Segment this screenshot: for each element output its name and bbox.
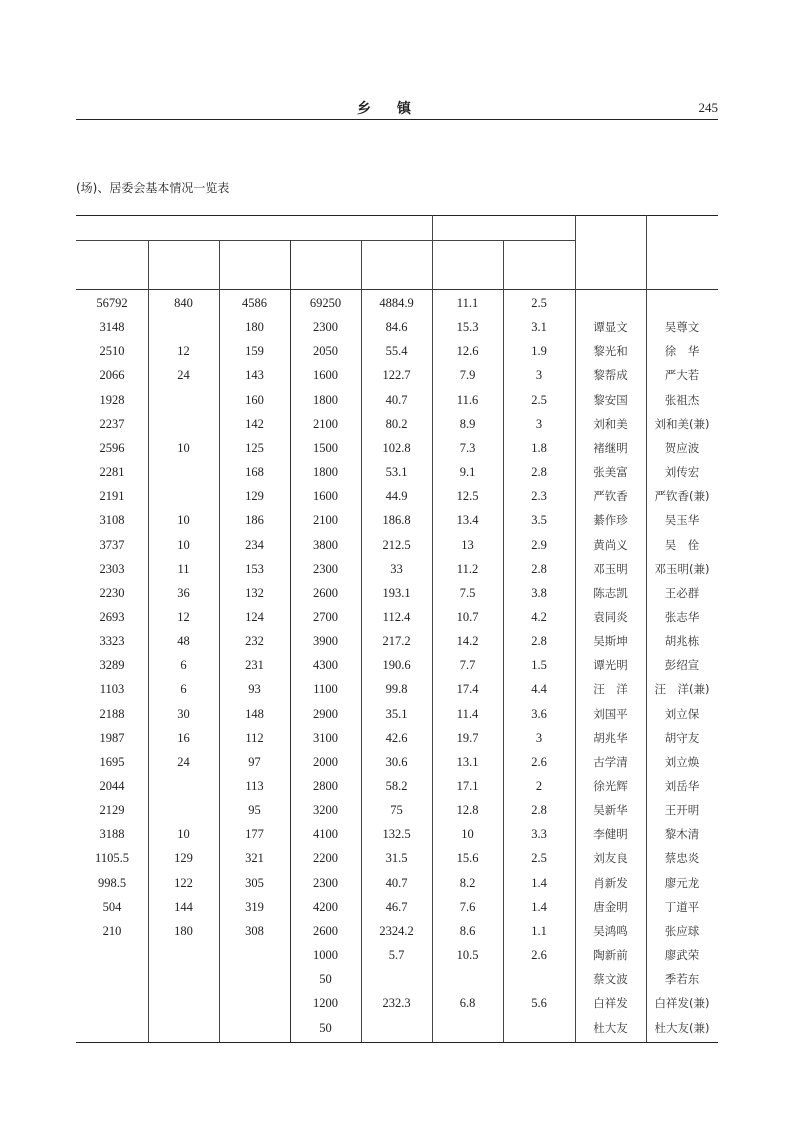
table-cell: 11.2 xyxy=(456,561,479,576)
table-cell: 1987 xyxy=(99,730,125,745)
table-cell: 124 xyxy=(245,609,264,624)
section-title: 乡镇 xyxy=(357,101,437,117)
table-cell: 6.8 xyxy=(459,996,476,1011)
table-cell: 308 xyxy=(245,923,264,938)
table-cell: 1500 xyxy=(313,440,338,455)
party-secretary-cell: 严钦香 xyxy=(593,489,628,504)
table-cell: 1.9 xyxy=(531,344,547,359)
party-secretary-cell: 刘友良 xyxy=(593,851,628,866)
table-cell: 35.1 xyxy=(385,706,408,721)
table-cell: 1800 xyxy=(313,465,338,480)
table-cell: 102.8 xyxy=(382,440,411,455)
director-cell: 徐 华 xyxy=(664,344,700,359)
table-cell: 24 xyxy=(177,368,190,383)
table-cell: 142 xyxy=(245,416,264,431)
party-secretary-cell: 张美富 xyxy=(593,465,628,480)
party-secretary-cell: 徐光辉 xyxy=(593,779,628,793)
table-cell: 17.1 xyxy=(456,779,479,793)
table-cell: 186.8 xyxy=(382,513,411,528)
running-head xyxy=(76,98,718,118)
table-cell: 44.9 xyxy=(385,489,408,504)
table-cell: 177 xyxy=(245,827,264,842)
table-cell: 3900 xyxy=(313,634,338,649)
table-cell: 2100 xyxy=(313,513,338,528)
table-cell: 55.4 xyxy=(385,344,408,359)
table-cell: 7.5 xyxy=(459,585,476,600)
table-cell: 1800 xyxy=(313,392,338,407)
table-cell: 9.1 xyxy=(459,465,476,480)
table-cell: 2066 xyxy=(99,368,125,383)
table-cell: 2300 xyxy=(313,561,338,576)
table-cell: 153 xyxy=(245,561,264,576)
table-cell: 4300 xyxy=(313,658,338,673)
table-cell: 321 xyxy=(245,851,264,866)
table-cell: 56792 xyxy=(96,296,128,310)
table-cell: 12 xyxy=(177,344,190,359)
director-cell: 严钦香(兼) xyxy=(654,489,710,504)
party-secretary-cell: 杜大友 xyxy=(593,1020,628,1035)
table-cell: 36 xyxy=(177,585,190,600)
table-cell: 2.5 xyxy=(531,851,547,866)
table-cell: 7.6 xyxy=(459,899,476,914)
table-cell: 112.4 xyxy=(382,609,411,624)
table-cell: 234 xyxy=(245,537,264,552)
party-secretary-cell: 黎光和 xyxy=(593,344,628,359)
party-secretary-cell: 褚继明 xyxy=(593,440,628,455)
table-cell: 8.9 xyxy=(459,416,476,431)
table-cell: 50 xyxy=(319,1020,332,1035)
table-cell: 3.8 xyxy=(531,585,547,600)
table-cell: 10 xyxy=(177,440,190,455)
table-cell: 12.8 xyxy=(456,803,479,818)
table-cell: 3 xyxy=(535,416,543,431)
director-cell: 张应球 xyxy=(664,923,700,938)
party-secretary-cell: 李健明 xyxy=(593,827,628,842)
director-cell: 胡守友 xyxy=(664,730,700,745)
header-sub-rule-agri xyxy=(76,240,432,241)
table-cell: 95 xyxy=(248,803,261,818)
table-cell: 8.6 xyxy=(459,923,476,938)
table-cell: 2044 xyxy=(99,779,125,793)
table-cell: 84.6 xyxy=(385,320,408,335)
table-cell: 4.2 xyxy=(531,609,547,624)
table-title: (场)、居委会基本情况一览表 xyxy=(76,181,230,195)
party-secretary-cell: 刘国平 xyxy=(593,706,628,721)
table-cell: 7.9 xyxy=(459,368,476,383)
table-cell: 1600 xyxy=(313,368,338,383)
table-top-rule xyxy=(76,215,718,216)
director-cell: 季若东 xyxy=(664,972,700,987)
table-cell: 7.7 xyxy=(459,658,476,673)
party-secretary-cell: 綦作珍 xyxy=(593,513,628,528)
party-secretary-cell: 黎安国 xyxy=(593,392,628,407)
table-cell: 129 xyxy=(245,489,264,504)
party-secretary-cell: 黄尚义 xyxy=(593,537,628,552)
table-cell: 159 xyxy=(245,344,264,359)
party-secretary-cell: 吴新华 xyxy=(593,803,628,818)
table-cell: 1928 xyxy=(99,392,125,407)
director-cell: 严大若 xyxy=(664,368,700,383)
table-cell: 1100 xyxy=(313,682,338,697)
table-cell: 232 xyxy=(245,634,264,649)
column-divider xyxy=(575,215,576,1042)
table-cell: 132 xyxy=(245,585,264,600)
table-cell: 7.3 xyxy=(459,440,476,455)
party-secretary-cell: 白祥发 xyxy=(593,996,628,1011)
table-cell: 2188 xyxy=(99,706,125,721)
table-cell: 305 xyxy=(245,875,264,890)
table-cell: 998.5 xyxy=(97,875,127,890)
table-cell: 2600 xyxy=(313,923,338,938)
table-cell: 122 xyxy=(174,875,193,890)
table-cell: 50 xyxy=(319,972,332,987)
column-divider xyxy=(432,215,433,1042)
director-cell: 刘传宏 xyxy=(664,465,700,480)
table-cell: 2200 xyxy=(313,851,338,866)
table-cell: 97 xyxy=(248,754,261,769)
table-cell: 231 xyxy=(245,658,264,673)
table-cell: 93 xyxy=(248,682,261,697)
page-number: 245 xyxy=(698,100,718,115)
party-secretary-cell: 古学清 xyxy=(593,754,628,769)
table-cell: 3737 xyxy=(99,537,125,552)
party-secretary-cell: 吴鸿鸣 xyxy=(593,923,628,938)
table-cell: 122.7 xyxy=(382,368,411,383)
table-cell: 2129 xyxy=(99,803,125,818)
table-cell: 2300 xyxy=(313,875,338,890)
table-cell: 30.6 xyxy=(385,754,408,769)
table-cell: 40.7 xyxy=(385,392,408,407)
director-cell: 黎木清 xyxy=(664,827,700,842)
table-cell: 3800 xyxy=(313,537,338,552)
table-cell: 148 xyxy=(245,706,264,721)
table-cell: 12.6 xyxy=(456,344,479,359)
table-cell: 144 xyxy=(174,899,193,914)
table-cell: 143 xyxy=(245,368,264,383)
table-cell: 2191 xyxy=(99,489,125,504)
table-cell: 2100 xyxy=(313,416,338,431)
table-cell: 13.4 xyxy=(456,513,479,528)
table-cell: 217.2 xyxy=(382,634,411,649)
table-cell: 2700 xyxy=(313,609,338,624)
table-cell: 193.1 xyxy=(382,585,411,600)
director-cell: 张祖杰 xyxy=(664,392,700,407)
table-cell: 1200 xyxy=(313,996,338,1011)
party-secretary-cell: 蔡文波 xyxy=(593,972,628,987)
table-cell: 168 xyxy=(245,465,264,480)
header-rule xyxy=(76,119,718,120)
party-secretary-cell: 唐金明 xyxy=(593,899,628,914)
table-cell: 2693 xyxy=(99,609,125,624)
party-secretary-cell: 黎帮成 xyxy=(593,368,628,383)
table-cell: 31.5 xyxy=(385,851,408,866)
table-cell: 15.3 xyxy=(456,320,479,335)
table-cell: 5.7 xyxy=(388,948,405,963)
director-cell: 胡兆栋 xyxy=(664,634,700,649)
table-cell: 2324.2 xyxy=(379,923,414,938)
table-cell: 1000 xyxy=(313,948,338,963)
table-cell: 6 xyxy=(180,658,187,673)
table-cell: 1.8 xyxy=(531,440,547,455)
table-cell: 504 xyxy=(102,899,122,914)
director-cell: 王必群 xyxy=(664,585,700,600)
party-secretary-cell: 谭光明 xyxy=(593,658,628,673)
table-cell: 4200 xyxy=(313,899,338,914)
table-cell: 46.7 xyxy=(385,899,408,914)
director-cell: 刘立保 xyxy=(664,706,700,721)
table-cell: 53.1 xyxy=(385,465,408,480)
director-cell: 彭绍宣 xyxy=(664,658,700,673)
table-cell: 3.6 xyxy=(531,706,547,721)
column-divider xyxy=(646,215,647,1042)
director-cell: 汪 洋(兼) xyxy=(654,682,710,697)
table-cell: 180 xyxy=(174,923,193,938)
table-cell: 11.6 xyxy=(456,392,479,407)
party-secretary-cell: 袁同炎 xyxy=(593,609,628,624)
table-cell: 190.6 xyxy=(382,658,411,673)
table-cell: 2 xyxy=(535,779,543,793)
table-cell: 210 xyxy=(102,923,122,938)
table-cell: 11.1 xyxy=(456,296,479,310)
director-cell: 吴尊文 xyxy=(664,320,700,335)
table-cell: 2000 xyxy=(313,754,338,769)
table-cell: 1105.5 xyxy=(95,851,129,866)
director-cell: 张志华 xyxy=(664,609,700,624)
table-cell: 2.5 xyxy=(531,296,547,310)
table-cell: 2281 xyxy=(99,465,125,480)
table-cell: 24 xyxy=(177,754,190,769)
table-cell: 160 xyxy=(245,392,264,407)
table-cell: 4884.9 xyxy=(379,296,414,310)
table-cell: 3200 xyxy=(313,803,338,818)
table-cell: 1103 xyxy=(99,682,125,697)
table-cell: 12.5 xyxy=(456,489,479,504)
party-secretary-cell: 吴斯坤 xyxy=(593,634,628,649)
table-cell: 2800 xyxy=(313,779,338,793)
table-cell: 3.3 xyxy=(531,827,547,842)
table-bottom-rule xyxy=(76,1042,718,1043)
table-cell: 232.3 xyxy=(382,996,411,1011)
table-cell: 2.9 xyxy=(531,537,547,552)
table-cell: 2900 xyxy=(313,706,338,721)
table-cell: 69250 xyxy=(309,296,342,310)
table-cell: 840 xyxy=(174,296,193,310)
table-cell: 3188 xyxy=(99,827,125,842)
table-cell: 10.5 xyxy=(456,948,479,963)
director-cell: 刘岳华 xyxy=(664,779,700,793)
director-cell: 吴玉华 xyxy=(664,513,700,528)
table-cell: 58.2 xyxy=(385,779,408,793)
table-cell: 2510 xyxy=(99,344,125,359)
table-cell: 10.7 xyxy=(456,609,479,624)
table-cell: 2050 xyxy=(313,344,338,359)
table-cell: 2.5 xyxy=(531,392,547,407)
table-cell: 2.8 xyxy=(531,465,547,480)
director-cell: 杜大友(兼) xyxy=(654,1020,710,1035)
table-cell: 2.8 xyxy=(531,803,547,818)
table-cell: 2237 xyxy=(99,416,125,431)
table-cell: 2230 xyxy=(99,585,125,600)
table-cell: 3.1 xyxy=(531,320,547,335)
table-cell: 13 xyxy=(461,537,474,552)
party-secretary-cell: 邓玉明 xyxy=(593,561,628,576)
party-secretary-cell: 刘和美 xyxy=(593,416,628,431)
table-cell: 132.5 xyxy=(382,827,411,842)
table-cell: 319 xyxy=(245,899,264,914)
director-cell: 廖元龙 xyxy=(664,875,700,890)
table-cell: 112 xyxy=(245,730,264,745)
table-cell: 3 xyxy=(535,730,543,745)
table-cell: 19.7 xyxy=(456,730,479,745)
table-cell: 5.6 xyxy=(531,996,547,1011)
party-secretary-cell: 胡兆华 xyxy=(593,730,628,745)
table-cell: 3100 xyxy=(313,730,338,745)
table-cell: 2.6 xyxy=(531,948,547,963)
table-cell: 80.2 xyxy=(385,416,408,431)
table-cell: 2.3 xyxy=(531,489,547,504)
party-secretary-cell: 肖新发 xyxy=(593,875,628,890)
table-cell: 2.8 xyxy=(531,634,547,649)
director-cell: 廖武荣 xyxy=(664,948,700,963)
table-cell: 4100 xyxy=(313,827,338,842)
table-cell: 12 xyxy=(177,609,190,624)
table-cell: 99.8 xyxy=(385,682,408,697)
table-cell: 33 xyxy=(390,561,403,576)
table-cell: 1695 xyxy=(99,754,125,769)
table-cell: 186 xyxy=(245,513,264,528)
table-cell: 30 xyxy=(177,706,190,721)
party-secretary-cell: 陈志凯 xyxy=(593,585,628,600)
table-cell: 11 xyxy=(177,561,190,576)
table-cell: 2300 xyxy=(313,320,338,335)
director-cell: 吴 佺 xyxy=(664,537,700,552)
table-cell: 15.6 xyxy=(456,851,479,866)
director-cell: 贺应波 xyxy=(664,440,700,455)
table-cell: 1.5 xyxy=(531,658,547,673)
table-cell: 10 xyxy=(461,827,474,842)
table-cell: 1.4 xyxy=(531,875,547,890)
director-cell: 邓玉明(兼) xyxy=(654,561,710,576)
table-cell: 3148 xyxy=(99,320,125,335)
table-cell: 113 xyxy=(245,779,264,793)
table-cell: 2600 xyxy=(313,585,338,600)
table-cell: 3.5 xyxy=(531,513,547,528)
table-cell: 42.6 xyxy=(385,730,408,745)
director-cell: 丁道平 xyxy=(664,899,700,914)
table-cell: 10 xyxy=(177,537,190,552)
table-cell: 10 xyxy=(177,827,190,842)
header-bottom-rule xyxy=(76,289,718,290)
director-cell: 蔡忠炎 xyxy=(664,851,700,866)
party-secretary-cell: 汪 洋 xyxy=(593,682,628,697)
table-cell: 129 xyxy=(174,851,193,866)
table-cell: 212.5 xyxy=(382,537,411,552)
director-cell: 刘和美(兼) xyxy=(654,416,710,431)
table-cell: 16 xyxy=(177,730,190,745)
table-cell: 3 xyxy=(535,368,543,383)
table-cell: 2.6 xyxy=(531,754,547,769)
table-cell: 3323 xyxy=(99,634,125,649)
table-cell: 4586 xyxy=(242,296,267,310)
table-cell: 1600 xyxy=(313,489,338,504)
table-cell: 125 xyxy=(245,440,264,455)
director-cell: 刘立焕 xyxy=(664,754,700,769)
table-cell: 4.4 xyxy=(531,682,547,697)
table-cell: 3108 xyxy=(99,513,125,528)
table-cell: 8.2 xyxy=(459,875,476,890)
table-cell: 17.4 xyxy=(456,682,479,697)
director-cell: 白祥发(兼) xyxy=(654,996,710,1011)
table-cell: 1.4 xyxy=(531,899,547,914)
director-cell: 王开明 xyxy=(664,803,700,818)
table-cell: 2596 xyxy=(99,440,125,455)
table-cell: 10 xyxy=(177,513,190,528)
table-cell: 40.7 xyxy=(385,875,408,890)
table-cell: 6 xyxy=(180,682,187,697)
party-secretary-cell: 谭显文 xyxy=(593,320,628,335)
table-cell: 75 xyxy=(390,803,403,818)
table-cell: 180 xyxy=(245,320,264,335)
table-cell: 2303 xyxy=(99,561,125,576)
table-cell: 11.4 xyxy=(456,706,479,721)
table-cell: 2.8 xyxy=(531,561,547,576)
table-cell: 13.1 xyxy=(456,754,479,769)
table-cell: 3289 xyxy=(99,658,125,673)
party-secretary-cell: 陶新前 xyxy=(593,948,628,963)
table-cell: 1.1 xyxy=(531,923,547,938)
table-cell: 14.2 xyxy=(456,634,479,649)
table-cell: 48 xyxy=(177,634,190,649)
